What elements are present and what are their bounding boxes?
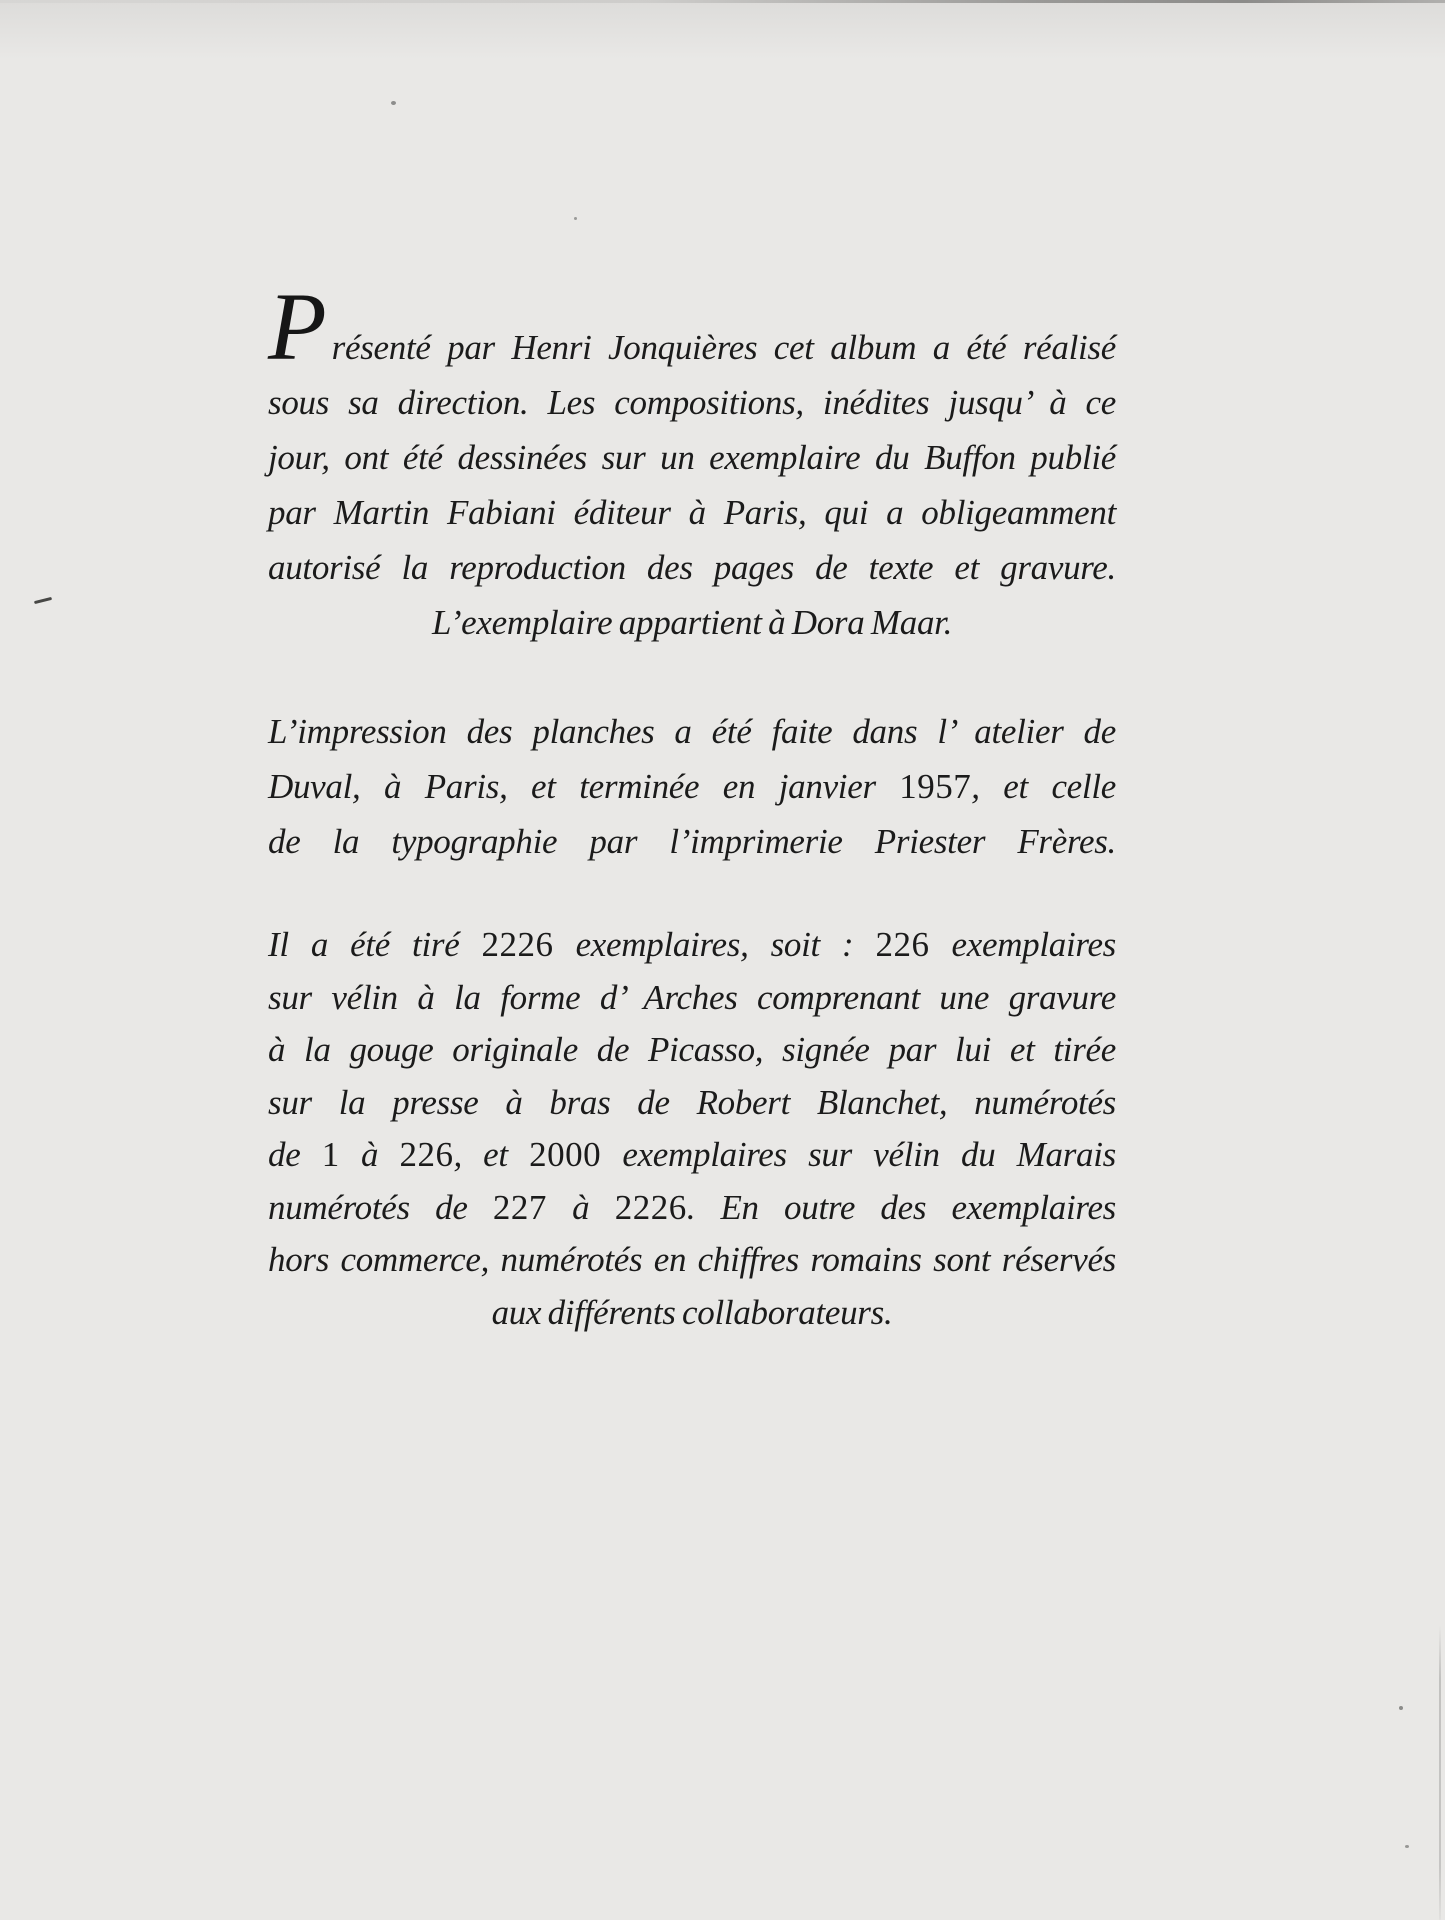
text-line-centered: L’exemplaire appartient à Dora Maar.	[431, 603, 953, 642]
upright-figure: 1	[321, 1135, 340, 1174]
scan-top-shadow	[0, 0, 1445, 60]
text-line-content: résenté par Henri Jonquières cet album a été réalisé	[331, 328, 1116, 367]
upright-figure: 226	[399, 1135, 454, 1174]
scan-speck	[391, 101, 396, 105]
text-line: autorisé la reproduction des pages de texte et gravure.	[268, 548, 1116, 587]
text-line: Duval, à Paris, et terminée en janvier 1957, et celle	[268, 767, 1116, 806]
text-line: L’impression des planches a été faite dans l’ atelier de	[268, 712, 1116, 751]
paragraph-presentation	[268, 273, 1116, 650]
upright-figure: 227	[492, 1187, 547, 1227]
text-line-centered: aux différents collaborateurs.	[491, 1292, 893, 1332]
upright-figure: 226	[875, 925, 930, 964]
scan-speck	[1405, 1845, 1409, 1848]
page-edge-line	[1439, 1625, 1441, 1920]
paragraph-edition	[268, 919, 1116, 1339]
scan-top-edge-line	[0, 0, 1445, 3]
text-line: jour, ont été dessinées sur un exemplaire du Buffon publié	[268, 438, 1116, 477]
text-line: de la typographie par l’imprimerie Priester Frères.	[268, 822, 1116, 861]
margin-tick-artifact	[34, 597, 52, 604]
text-line: sous sa direction. Les compositions, inédites jusqu’ à ce	[268, 383, 1116, 422]
text-line: sur vélin à la forme d’ Arches comprenant une gravure	[268, 977, 1116, 1017]
drop-cap-initial: P	[268, 273, 327, 380]
paragraph-printing	[268, 704, 1116, 869]
scan-speck	[574, 217, 577, 220]
upright-figure: 1957	[899, 767, 972, 806]
text-line: numérotés de 227 à 2226. En outre des exemplaires	[268, 1187, 1117, 1227]
text-line: à la gouge originale de Picasso, signée par lui et tirée	[268, 1030, 1116, 1069]
text-line: hors commerce, numérotés en chiffres romains sont réservés	[268, 1240, 1116, 1279]
upright-figure: 2000	[529, 1135, 602, 1174]
text-line: par Martin Fabiani éditeur à Paris, qui a obligeamment	[268, 493, 1116, 532]
text-line: Il a été tiré 2226 exemplaires, soit : 226 exemplaires	[268, 925, 1117, 964]
scan-speck	[1399, 1706, 1403, 1710]
text-line: sur la presse à bras de Robert Blanchet, numérotés	[268, 1082, 1116, 1122]
text-line	[268, 273, 1116, 380]
text-line: de 1 à 226, et 2000 exemplaires sur vélin du Marais	[268, 1135, 1116, 1174]
upright-figure: 2226	[481, 925, 554, 964]
upright-figure: 2226	[614, 1187, 687, 1227]
